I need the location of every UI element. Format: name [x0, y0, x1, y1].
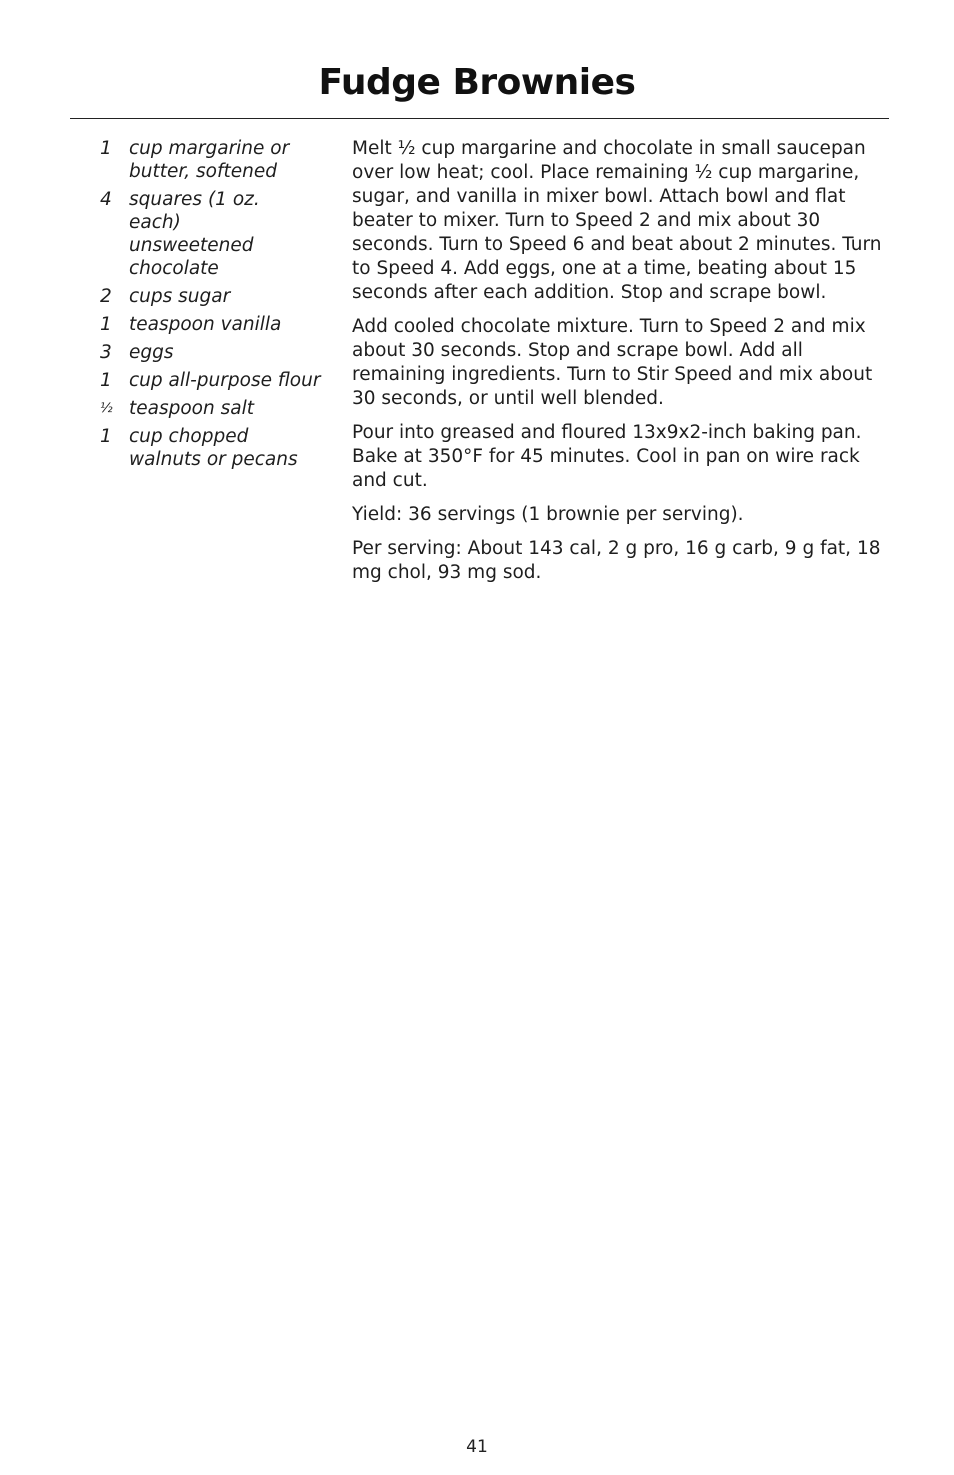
nutrition-text: Per serving: About 143 cal, 2 g pro, 16 g carb, 9 g fat, 18 mg chol, 93 mg sod.	[352, 538, 881, 583]
title-divider	[70, 118, 889, 119]
ingredient-quantity: 3	[100, 342, 112, 363]
ingredient-text: eggs	[129, 342, 174, 363]
ingredient-item	[100, 313, 332, 336]
ingredient-quantity: 1	[100, 138, 112, 159]
ingredient-text: teaspoon vanilla	[129, 314, 282, 335]
ingredient-list	[100, 137, 332, 476]
page-number: 41	[466, 1437, 488, 1457]
ingredient-item	[100, 397, 332, 420]
ingredient-text: cups sugar	[129, 286, 231, 307]
ingredient-quantity: ½	[100, 401, 113, 416]
ingredient-quantity: 1	[100, 314, 112, 335]
direction-paragraph: Melt ½ cup margarine and chocolate in small saucepan over low heat; cool. Place remaining ½ cup margarine, sugar, and vanilla in mixer bowl. Attach bowl and flat beater to mixer. Turn to Speed 2 and mix about 30 seconds. Turn to Speed 6 and beat about 2 minutes. Turn to Speed 4. Add eggs, one at a time, beating about 15 seconds after each addition. Stop and scrape bowl.	[352, 138, 882, 303]
direction-paragraph: Add cooled chocolate mixture. Turn to Speed 2 and mix about 30 seconds. Stop and scrape bowl. Add all remaining ingredients. Turn to Stir Speed and mix about 30 seconds, or until well blended.	[352, 316, 873, 409]
ingredient-item	[100, 137, 332, 183]
page-title: Fudge Brownies	[318, 62, 636, 103]
ingredient-item	[100, 188, 332, 280]
direction-paragraph: Pour into greased and floured 13x9x2-inch baking pan. Bake at 350°F for 45 minutes. Cool in pan on wire rack and cut.	[352, 422, 862, 491]
directions	[352, 137, 884, 595]
ingredient-text: cup margarine or butter, softened	[129, 138, 290, 182]
ingredient-text: teaspoon salt	[129, 398, 254, 419]
ingredient-item	[100, 369, 332, 392]
ingredient-quantity: 1	[100, 370, 112, 391]
ingredient-text: cup all-purpose flour	[129, 370, 321, 391]
ingredient-item	[100, 285, 332, 308]
ingredient-quantity: 1	[100, 426, 112, 447]
yield-text: Yield: 36 servings (1 brownie per serving).	[352, 504, 744, 525]
ingredient-text: squares (1 oz. each) unsweetened chocolate	[129, 189, 260, 279]
ingredient-item	[100, 425, 332, 471]
ingredient-item	[100, 341, 332, 364]
ingredient-quantity: 2	[100, 286, 112, 307]
ingredient-text: cup chopped walnuts or pecans	[129, 426, 298, 470]
ingredient-quantity: 4	[100, 189, 112, 210]
